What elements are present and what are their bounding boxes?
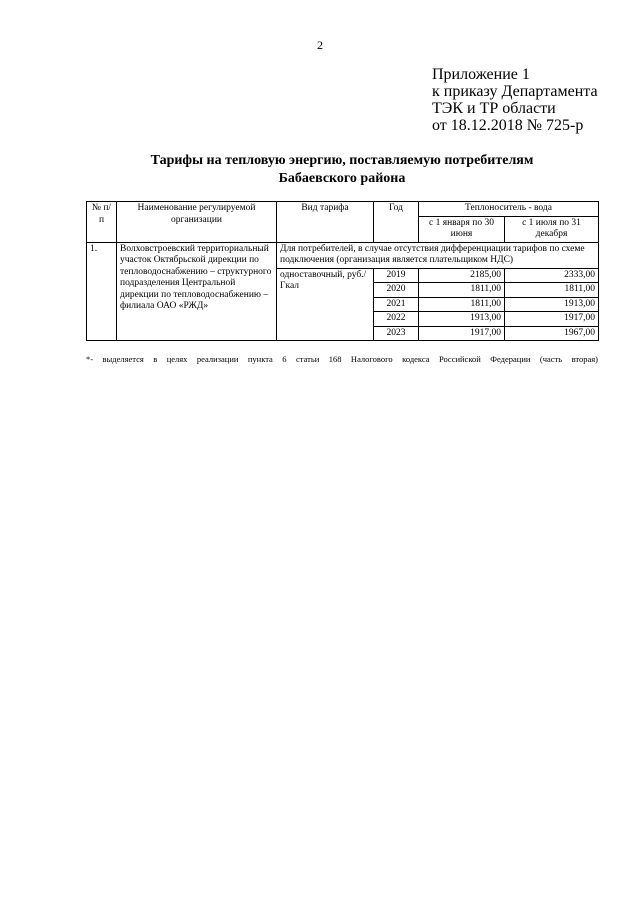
document-title [0, 152, 640, 188]
header-tariff-type: Вид тарифа [277, 202, 374, 243]
header-num: № п/п [87, 202, 117, 243]
cell-h1: 2185,00 [419, 268, 505, 283]
tariff-table [86, 201, 599, 341]
header-org: Наименование регулируемой организации [117, 202, 277, 243]
cell-tariff-type: одноставочный, руб./Гкал [277, 268, 374, 341]
cell-year: 2022 [374, 312, 419, 327]
table-header-row [87, 202, 599, 217]
cell-h2: 1811,00 [505, 283, 599, 298]
cell-note: Для потребителей, в случае отсутствия дифференциации тарифов по схеме подключения (организация является плательщиком НДС) [277, 242, 599, 268]
appendix-line-2: к приказу Департамента [432, 83, 598, 100]
footnote: *- выделяется в целях реализации пункта 6 статьи 168 Налогового кодекса Российской Федерации (часть вторая) [86, 354, 598, 364]
cell-h1: 1811,00 [419, 283, 505, 298]
cell-h1: 1811,00 [419, 297, 505, 312]
cell-h2: 1967,00 [505, 326, 599, 341]
cell-num: 1. [87, 242, 117, 341]
cell-org: Волховстроевский территориальный участок Октябрьской дирекции по тепловодоснабжению – структурного подразделения Центральной дирекции по тепловодоснабжению – филиала ОАО «РЖД» [117, 242, 277, 341]
cell-h2: 1913,00 [505, 297, 599, 312]
cell-year: 2020 [374, 283, 419, 298]
page-number: 2 [317, 38, 323, 52]
header-period-2: с 1 июля по 31 декабря [505, 216, 599, 242]
cell-year: 2019 [374, 268, 419, 283]
appendix-line-1: Приложение 1 [432, 66, 530, 83]
title-line-1: Тарифы на тепловую энергию, поставляемую потребителям [150, 153, 534, 168]
cell-h1: 1917,00 [419, 326, 505, 341]
appendix-block [432, 66, 598, 134]
cell-year: 2023 [374, 326, 419, 341]
cell-h2: 1917,00 [505, 312, 599, 327]
appendix-line-4: от 18.12.2018 № 725-р [432, 117, 584, 134]
table-row [87, 242, 599, 268]
header-year: Год [374, 202, 419, 243]
header-carrier: Теплоноситель - вода [419, 202, 599, 217]
cell-h2: 2333,00 [505, 268, 599, 283]
cell-h1: 1913,00 [419, 312, 505, 327]
appendix-line-3: ТЭК и ТР области [432, 100, 556, 117]
title-line-2: Бабаевского района [278, 171, 406, 186]
header-period-1: с 1 января по 30 июня [419, 216, 505, 242]
cell-year: 2021 [374, 297, 419, 312]
